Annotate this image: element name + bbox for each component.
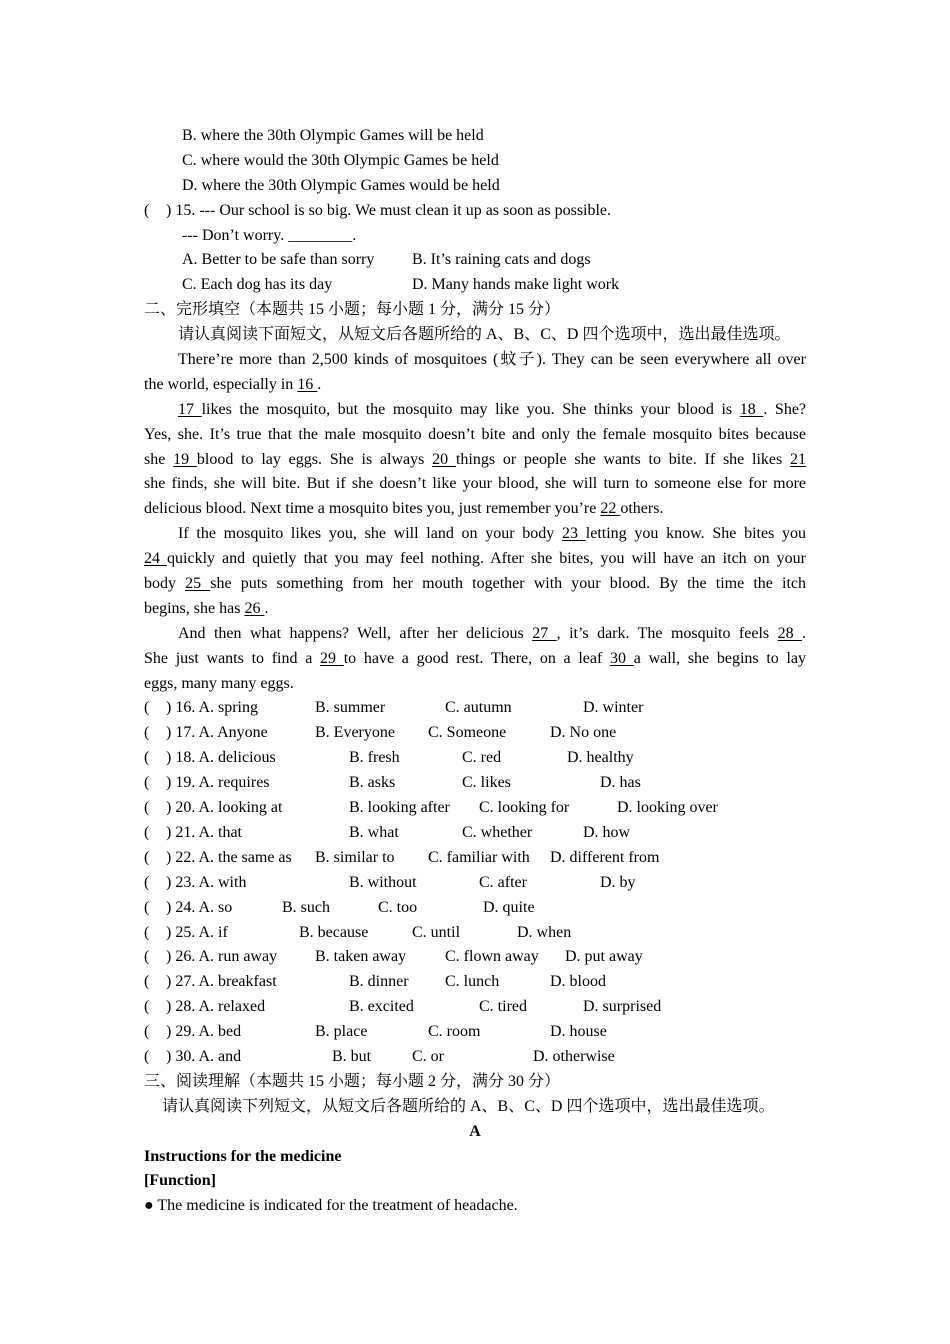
bullet-icon: ● xyxy=(144,1197,154,1215)
passage-p2-line1: 17 likes the mosquito, but the mosquito may like you. She thinks your blood is 18 . She? xyxy=(178,400,807,418)
section3-heading: 三、阅读理解（本题共 15 小题；每小题 2 分，满分 30 分） xyxy=(144,1072,561,1090)
question-18: ( ) 18. A. delicious B. fresh C. red D. healthy xyxy=(144,746,806,771)
passage-p3-line2: 24 quickly and quietly that you may feel nothing. After she bites, you will have an itch on your xyxy=(144,550,807,568)
section3-instruction: 请认真阅读下列短文，从短文后各题所给的 A、B、C、D 四个选项中，选出最佳选项。 xyxy=(162,1097,775,1115)
question-24: ( ) 24. A. so B. such C. too D. quite xyxy=(144,896,806,921)
answer-paren[interactable]: ( xyxy=(144,898,150,916)
question-25: ( ) 25. A. if B. because C. until D. when xyxy=(144,921,806,946)
function-item: ● The medicine is indicated for the treatment of headache. xyxy=(144,1197,518,1215)
passage-p3-line4: begins, she has 26 . xyxy=(144,599,269,617)
passage-p4-line2: She just wants to find a 29 to have a good rest. There, on a leaf 30 a wall, she begins to lay xyxy=(144,649,807,667)
passage-p4-line1: And then what happens? Well, after her delicious 27 , it’s dark. The mosquito feels 28 . xyxy=(178,624,807,642)
answer-paren[interactable]: ( xyxy=(144,774,150,792)
question-23: ( ) 23. A. with B. without C. after D. by xyxy=(144,871,806,896)
section2-heading: 二、完形填空（本题共 15 小题；每小题 1 分，满分 15 分） xyxy=(144,301,561,319)
answer-paren[interactable]: ( xyxy=(144,749,150,767)
q15-reply: --- Don’t worry. ________. xyxy=(182,226,357,244)
answer-paren[interactable]: ( xyxy=(144,873,150,891)
answer-paren[interactable]: ( xyxy=(144,799,150,817)
question-21: ( ) 21. A. that B. what C. whether D. how xyxy=(144,821,806,846)
passage-p3-line1: If the mosquito likes you, she will land on your body 23 letting you know. She bites you xyxy=(178,525,807,543)
q15-stem: ( ) 15. --- Our school is so big. We must clean it up as soon as possible. xyxy=(144,199,806,224)
answer-paren[interactable]: ( xyxy=(144,948,150,966)
question-27: ( ) 27. A. breakfast B. dinner C. lunch D. blood xyxy=(144,970,806,995)
passage-a-label: A xyxy=(469,1122,481,1140)
answer-paren[interactable]: ( xyxy=(144,848,150,866)
q14-option-b: B. where the 30th Olympic Games will be held xyxy=(182,127,484,144)
answer-paren[interactable]: ( xyxy=(144,699,150,717)
question-26: ( ) 26. A. run away B. taken away C. flown away D. put away xyxy=(144,945,806,970)
q15-options-ab: A. Better to be safe than sorry B. It’s raining cats and dogs xyxy=(182,251,591,269)
blank-16: 16 xyxy=(297,375,318,393)
q15-options-cd: C. Each dog has its day D. Many hands make light work xyxy=(182,276,620,294)
answer-paren[interactable]: ( xyxy=(144,998,150,1016)
passage-p2-line5: delicious blood. Next time a mosquito bites you, just remember you’re 22 others. xyxy=(144,500,664,518)
answer-paren[interactable]: ( xyxy=(144,823,150,841)
passage-p2-line3: she 19 blood to lay eggs. She is always 20 things or people she wants to bite. If she likes 21 xyxy=(144,450,807,468)
question-16: ( ) 16. A. spring B. summer C. autumn D. winter xyxy=(144,696,806,721)
question-20: ( ) 20. A. looking at B. looking after C. looking for D. looking over xyxy=(144,796,806,821)
answer-paren[interactable]: ( xyxy=(144,923,150,941)
passage-p3-line3: body 25 she puts something from her mouth together with your blood. By the time the itch xyxy=(144,575,807,593)
passage-a-title: Instructions for the medicine xyxy=(144,1147,342,1165)
question-28: ( ) 28. A. relaxed B. excited C. tired D. surprised xyxy=(144,995,806,1020)
passage-p1-line1: There’re more than 2,500 kinds of mosquitoes (蚊子). They can be seen everywhere all over xyxy=(178,351,806,369)
answer-paren[interactable]: ( xyxy=(144,1023,150,1041)
question-22: ( ) 22. A. the same as B. similar to C. familiar with D. different from xyxy=(144,846,806,871)
exam-page xyxy=(144,124,806,1219)
passage-p2-line4: she finds, she will bite. But if she doesn’t like your blood, she will turn to someone else for more xyxy=(144,475,806,493)
answer-paren[interactable]: ( xyxy=(144,201,150,219)
answer-paren[interactable]: ( xyxy=(144,724,150,742)
question-29: ( ) 29. A. bed B. place C. room D. house xyxy=(144,1020,806,1045)
answer-paren[interactable]: ( xyxy=(144,1047,150,1065)
passage-p1-line2: the world, especially in 16 . xyxy=(144,375,322,393)
question-30: ( ) 30. A. and B. but C. or D. otherwise xyxy=(144,1045,806,1070)
q14-option-c: C. where would the 30th Olympic Games be held xyxy=(182,151,499,169)
passage-p2-line2: Yes, she. It’s true that the male mosquito doesn’t bite and only the female mosquito bites because xyxy=(144,425,806,443)
q14-option-d: D. where the 30th Olympic Games would be held xyxy=(182,176,500,194)
function-label: [Function] xyxy=(144,1172,216,1190)
section2-instruction: 请认真阅读下面短文，从短文后各题所给的 A、B、C、D 四个选项中，选出最佳选项。 xyxy=(178,326,791,344)
question-19: ( ) 19. A. requires B. asks C. likes D. has xyxy=(144,771,806,796)
question-17: ( ) 17. A. Anyone B. Everyone C. Someone D. No one xyxy=(144,721,806,746)
answer-paren[interactable]: ( xyxy=(144,973,150,991)
passage-p4-line3: eggs, many many eggs. xyxy=(144,674,294,692)
